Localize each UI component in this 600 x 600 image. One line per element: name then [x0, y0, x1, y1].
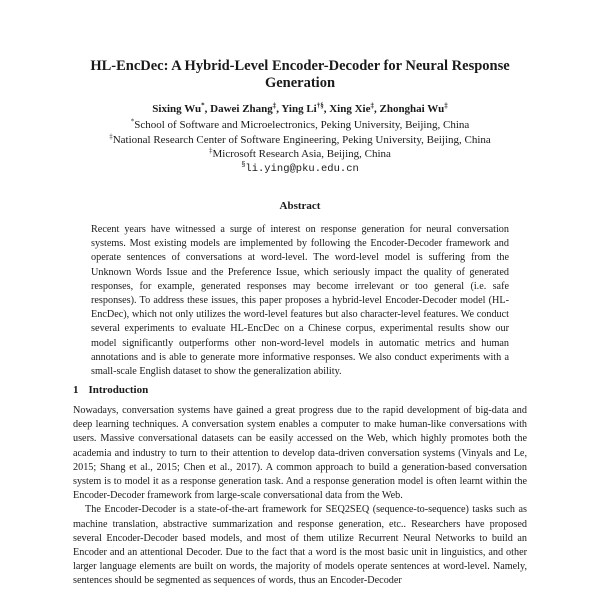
paper-title: HL-EncDec: A Hybrid-Level Encoder-Decoder for Neural Response Generation [90, 58, 510, 91]
affiliation [60, 133, 540, 147]
author-name: Dawei Zhang [210, 103, 273, 115]
affiliation-mark: ‡ [109, 132, 113, 141]
affiliation-mark: ‡ [209, 146, 213, 155]
email-text: li.ying@pku.edu.cn [245, 163, 359, 175]
author-mark: * [201, 101, 205, 110]
section-number: 1 [73, 384, 79, 396]
affiliation-text: School of Software and Microelectronics, Peking University, Beijing, China [134, 119, 470, 131]
paragraph: Nowadays, conversation systems have gained a great progress due to the rapid development of big-data and deep learning techniques. A conversation system enables a computer to make human-like conversations with users. Massive conversational datasets can be easily accessed on the Web, which highly promotes both the academia and industry to turn to their attention to develop data-driven conversation systems (Vinyals and Le, 2015; Shang et al., 2015; Chen et al., 2017). A common approach to build a generation-based conversation system is to model it as a response generation task. And a response generation model is often learnt within the Encoder-Decoder framework from large-scale conversational data from the Web. [73, 405, 527, 502]
paragraph: The Encoder-Decoder is a state-of-the-art framework for SEQ2SEQ (sequence-to-sequence) tasks such as machine translation, abstractive summarization and response generation, etc.. Researchers have proposed several Encoder-Decoder based models, and most of them utilize Recurrent Neural Networks to build an Encoder and an attentional Decoder. Due to the fact that a word is the most basic unit in linguistics, and other larger language elements are built on words, the majority of models operate sentences at word-level. Namely, sentences should be segmented as sequences of words, thus an Encoder-Decoder [73, 504, 527, 587]
author-mark: ‡ [370, 101, 374, 110]
section-title: Introduction [88, 384, 149, 396]
abstract-text: Recent years have witnessed a surge of interest on response generation for neural conversation systems. Most existing models are implemented by following the Encoder-Decoder framework and operate sentences of conversations at word-level. The word-level model is suffering from the Unknown Words Issue and the Preference Issue, which seriously impact the quality of generated responses, for example, generated responses may become irrelevant or too general (i.e. safe responses). To address these issues, this paper proposes a hybrid-level Encoder-Decoder model (HL-EncDec), which not only utilizes the word-level features but also character-level features. We conduct several experiments to evaluate HL-EncDec on a Chinese corpus, experimental results show our model significantly outperforms other non-word-level models in automatic metrics and human annotations and is able to generate more informative responses. We also conduct experiments with a small-scale English dataset to show the generalization ability. [91, 224, 509, 378]
affiliation [60, 118, 540, 132]
affiliation-mark: * [130, 117, 135, 126]
email-mark: § [241, 161, 246, 170]
author-name: Sixing Wu [152, 103, 202, 115]
section-heading [73, 384, 148, 396]
author-name: Zhonghai Wu [379, 103, 445, 115]
affiliation-text: National Research Center of Software Engineering, Peking University, Beijing, China [112, 134, 491, 146]
author-mark: †§ [316, 101, 324, 110]
abstract-heading: Abstract [279, 200, 321, 212]
author-list: Sixing Wu*, Dawei Zhang‡, Ying Li†§, Xing Xie‡, Zhonghai Wu‡ [152, 101, 448, 115]
author-mark: ‡ [444, 101, 448, 110]
affiliation [60, 147, 540, 161]
introduction-body [73, 404, 527, 589]
contact-email [60, 162, 540, 176]
author-name: Xing Xie [329, 103, 371, 115]
author-name: Ying Li [281, 103, 317, 115]
affiliation-text: Microsoft Research Asia, Beijing, China [212, 148, 391, 160]
author-mark: ‡ [272, 101, 277, 110]
